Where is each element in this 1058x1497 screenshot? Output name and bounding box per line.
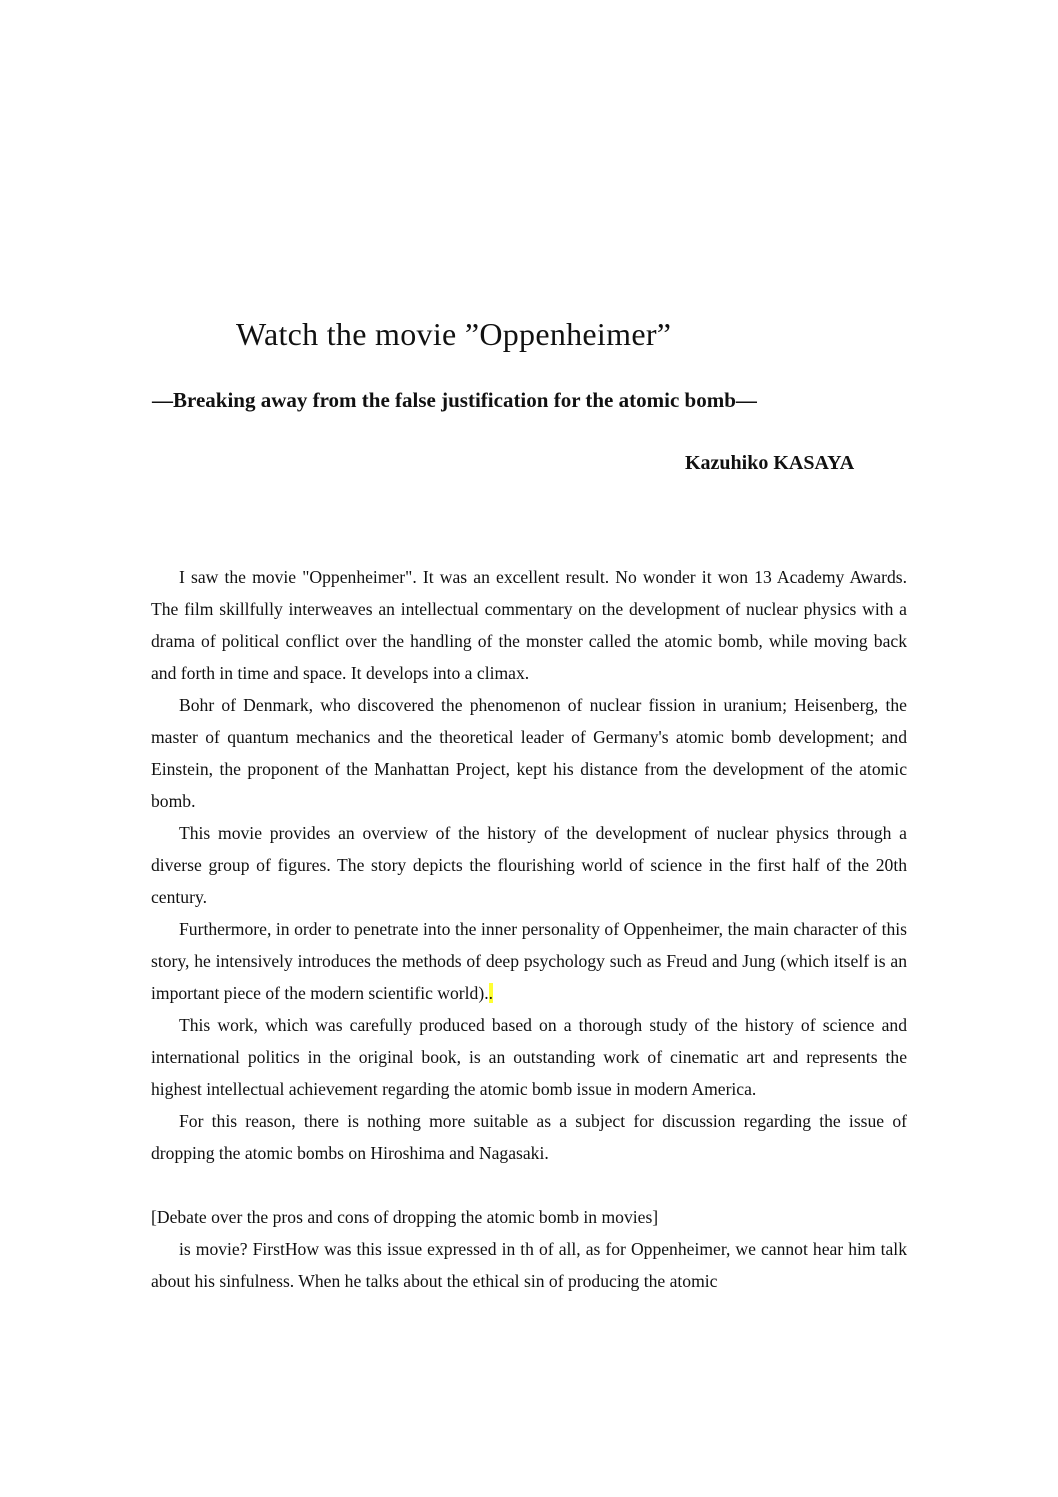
paragraph: Bohr of Denmark, who discovered the phenomenon of nuclear fission in uranium; Heisenberg, the master of quantum mechanics and the theoretical leader of Germany's atomic bomb development; and Einstein, the proponent of the Manhattan Project, kept his distance from the development of the atomic bomb. <box>151 695 907 811</box>
article-body <box>151 561 907 1297</box>
paragraph: This work, which was carefully produced based on a thorough study of the history of science and international politics in the original book, is an outstanding work of cinematic art and represents the highest intellectual achievement regarding the atomic bomb issue in modern America. <box>151 1015 907 1099</box>
paragraph: is movie? FirstHow was this issue expressed in th of all, as for Oppenheimer, we cannot hear him talk about his sinfulness. When he talks about the ethical sin of producing the atomic <box>151 1239 907 1291</box>
section-gap <box>151 1169 907 1201</box>
author-name: Kazuhiko KASAYA <box>685 452 855 474</box>
document-title: Watch the movie ”Oppenheimer” <box>236 316 672 352</box>
paragraph-with-highlight <box>151 913 907 1009</box>
section-heading: [Debate over the pros and cons of dropping the atomic bomb in movies] <box>151 1207 659 1227</box>
paragraph: This movie provides an overview of the history of the development of nuclear physics through a diverse group of figures. The story depicts the flourishing world of science in the first half of the 20th century. <box>151 823 907 907</box>
document-subtitle: ―Breaking away from the false justification for the atomic bomb― <box>152 388 757 412</box>
paragraph-text: Furthermore, in order to penetrate into the inner personality of Oppenheimer, the main character of this story, he intensively introduces the methods of deep psychology such as Freud and Jung (which itself is an important piece of the modern scientific world). <box>151 919 907 1003</box>
paragraph: I saw the movie "Oppenheimer". It was an excellent result. No wonder it won 13 Academy Awards. The film skillfully interweaves an intellectual commentary on the development of nuclear physics with a drama of political conflict over the handling of the monster called the atomic bomb, while moving back and forth in time and space. It develops into a climax. <box>151 567 907 683</box>
highlighted-mark: . <box>488 983 493 1003</box>
paragraph: For this reason, there is nothing more suitable as a subject for discussion regarding the issue of dropping the atomic bombs on Hiroshima and Nagasaki. <box>151 1111 907 1163</box>
